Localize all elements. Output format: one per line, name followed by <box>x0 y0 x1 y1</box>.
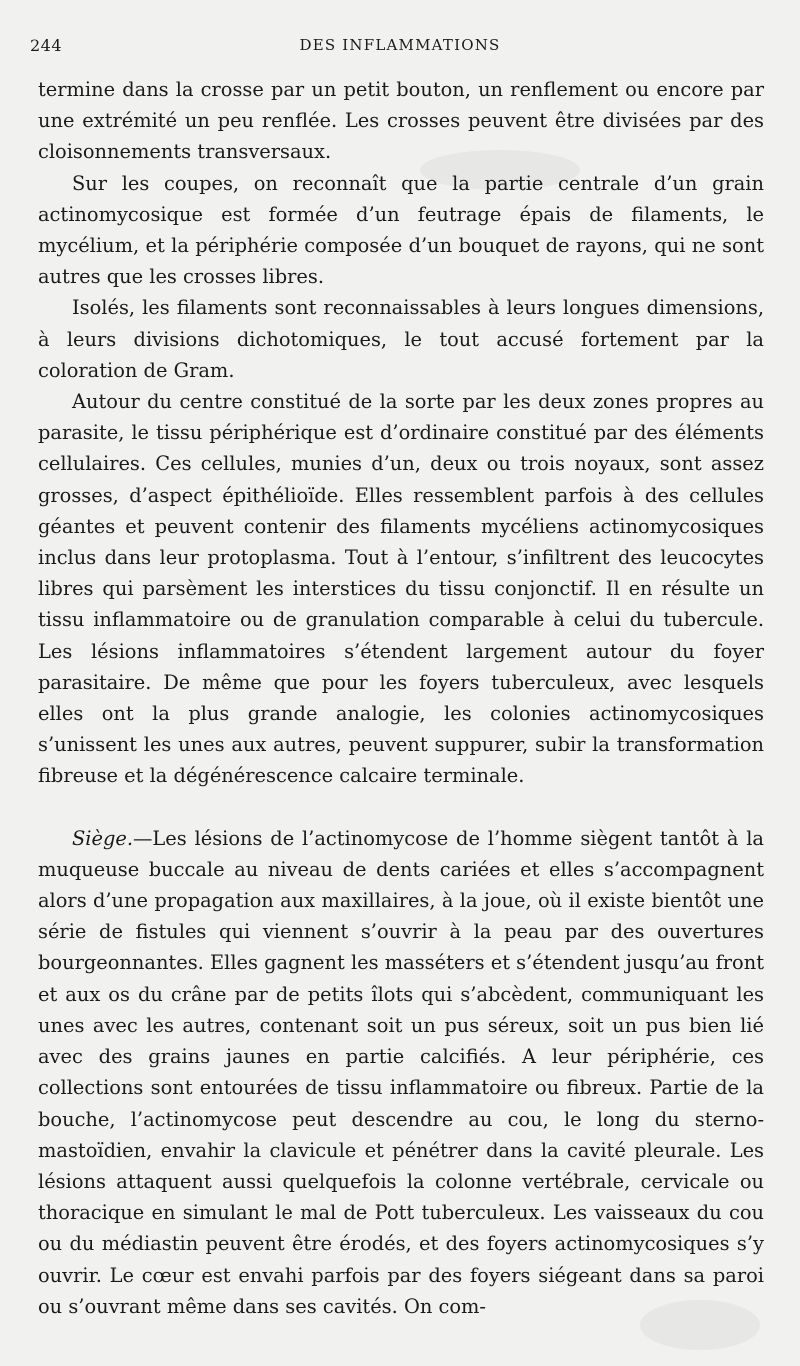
section-title: Siège. <box>72 826 134 850</box>
paragraph: Isolés, les filaments sont reconnaissables à leurs longues dimensions, à leurs divisions dichotomiques, le tout accusé fortement par la coloration de Gram. <box>38 296 764 382</box>
section-paragraph <box>38 823 764 1322</box>
body-text <box>38 74 764 1322</box>
page-number: 244 <box>30 36 63 55</box>
paragraph: termine dans la crosse par un petit bouton, un renflement ou encore par une extrémité un peu renflée. Les crosses peuvent être divisées par des cloisonnements transversaux. <box>38 78 764 164</box>
section-text: —Les lésions de l’actinomycose de l’homme siègent tantôt à la muqueuse buccale au niveau de dents cariées et elles s’accompagnent alors d’une propagation aux maxillaires, à la joue, où il existe bientôt une série de fistules qui viennent s’ouvrir à la peau par des ouvertures bourgeonnantes. Elles gagnent les masséters et s’étendent jusqu’au front et aux os du crâne par de petits îlots qui s’abcèdent, communiquant les unes avec les autres, contenant soit un pus séreux, soit un pus bien lié avec des grains jaunes en partie calcifiés. A leur périphérie, ces collections sont entourées de tissu inflammatoire ou fibreux. Partie de la bouche, l’actinomycose peut descendre au cou, le long du sterno-mastoïdien, envahir la clavicule et pénétrer dans la cavité pleurale. Les lésions attaquent aussi quelquefois la colonne vertébrale, cervicale ou thoracique en simulant le mal de Pott tuberculeux. Les vaisseaux du cou ou du médiastin peuvent être érodés, et des foyers actinomycosiques s’y ouvrir. Le cœur est envahi parfois par des foyers siégeant dans sa paroi ou s’ouvrant même dans ses cavités. On com- <box>38 826 764 1318</box>
paragraph: Autour du centre constitué de la sorte par les deux zones propres au parasite, le tissu périphérique est d’ordinaire constitué par des éléments cellulaires. Ces cellules, munies d’un, deux ou trois noyaux, sont assez grosses, d’aspect épithélioïde. Elles ressemblent parfois à des cellules géantes et peuvent contenir des filaments mycéliens actinomycosiques inclus dans leur protoplasma. Tout à l’entour, s’infiltrent des leucocytes libres qui parsèment les interstices du tissu conjonctif. Il en résulte un tissu inflammatoire ou de granulation comparable à celui du tubercule. Les lésions inflammatoires s’étendent largement autour du foyer parasitaire. De même que pour les foyers tuberculeux, avec lesquels elles ont la plus grande analogie, les colonies actinomycosiques s’unissent les unes aux autres, peuvent suppurer, subir la transformation fibreuse et la dégénérescence calcaire terminale. <box>38 390 764 788</box>
running-title: DES INFLAMMATIONS <box>299 36 501 54</box>
paragraph: Sur les coupes, on reconnaît que la partie centrale d’un grain actinomycosique est formée d’un feutrage épais de filaments, le mycélium, et la périphérie composée d’un bouquet de rayons, qui ne sont autres que les crosses libres. <box>38 171 764 289</box>
